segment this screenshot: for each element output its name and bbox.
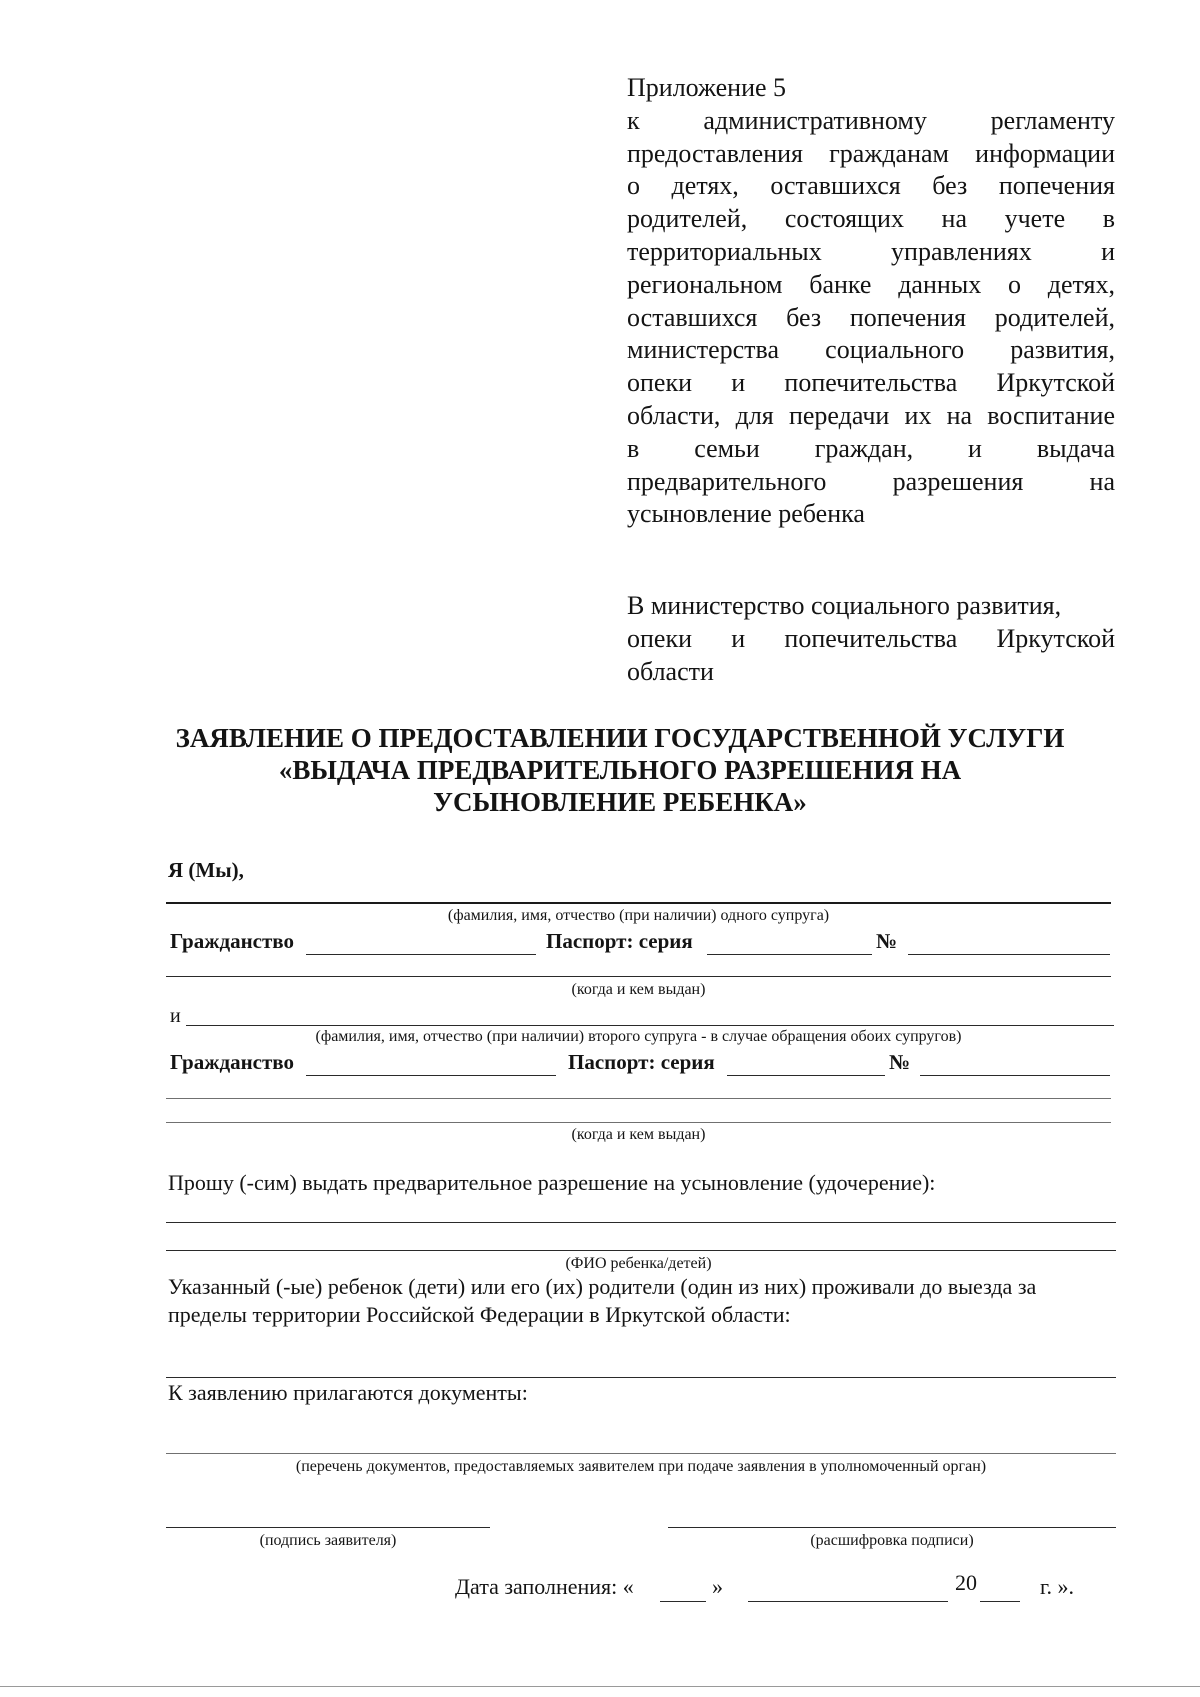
date-year-field[interactable] [980, 1601, 1020, 1602]
and-label: и [170, 1005, 181, 1027]
appendix-line: предварительного разрешения на [627, 466, 1115, 496]
appendix-title: Приложение 5 [627, 73, 787, 102]
request-text: Прошу (-сим) выдать предварительное разрешение на усыновление (удочерение): [168, 1170, 936, 1195]
spouse2-issued-field[interactable] [166, 1098, 1111, 1099]
year-suffix: г. ». [1040, 1574, 1075, 1599]
signature-decode-field[interactable] [668, 1527, 1116, 1528]
appendix-line: предоставления гражданам информации [627, 138, 1115, 168]
appendix-line: министерства социального развития, [627, 335, 1115, 365]
signature-caption: (подпись заявителя) [259, 1532, 397, 1549]
appendix-last-line: усыновление ребенка [627, 499, 865, 529]
appendix-line: о детях, оставшихся без попечения [627, 171, 1115, 201]
appendix-line: в семьи граждан, и выдача [627, 433, 1115, 463]
passport-label: Паспорт: серия [568, 1050, 715, 1074]
passport-series-field[interactable] [727, 1075, 885, 1076]
child-caption: (ФИО ребенка/детей) [565, 1255, 712, 1272]
issued-caption: (когда и кем выдан) [571, 1126, 706, 1143]
title-line: ЗАЯВЛЕНИЕ О ПРЕДОСТАВЛЕНИИ ГОСУДАРСТВЕННОЙ УСЛУГИ [175, 723, 1065, 753]
date-close-quote: » [712, 1574, 723, 1599]
citizenship-field[interactable] [306, 1075, 556, 1076]
document-title [120, 722, 1120, 818]
passport-number-field[interactable] [908, 954, 1110, 955]
appendix-line: родителей, состоящих на учете в [627, 204, 1115, 234]
appendix-line: оставшихся без попечения родителей, [627, 302, 1115, 332]
signature-field[interactable] [166, 1527, 490, 1528]
child-name-field-line2[interactable] [166, 1250, 1116, 1251]
recipient-line: В министерство социального развития, [627, 591, 1062, 620]
recipient-line: опеки и попечительства Иркутской [627, 623, 1115, 653]
appendix-block [627, 72, 1115, 531]
residence-field[interactable] [166, 1377, 1116, 1378]
citizenship-label: Гражданство [170, 929, 295, 953]
date-month-field[interactable] [748, 1601, 948, 1602]
appendix-line: региональном банке данных о детях, [627, 269, 1115, 299]
signature-decode-caption: (расшифровка подписи) [810, 1532, 974, 1549]
spouse2-caption: (фамилия, имя, отчество (при наличии) второго супруга - в случае обращения обоих супругов) [315, 1028, 962, 1045]
appendix-line: области, для передачи их на воспитание [627, 400, 1115, 430]
title-line: «ВЫДАЧА ПРЕДВАРИТЕЛЬНОГО РАЗРЕШЕНИЯ НА [278, 755, 962, 785]
spouse2-issued-field-line2[interactable] [166, 1122, 1111, 1123]
passport-label: Паспорт: серия [546, 929, 693, 953]
child-name-field[interactable] [166, 1222, 1116, 1223]
spouse1-name-field[interactable] [166, 902, 1111, 904]
scan-edge-line [0, 1686, 1200, 1687]
appendix-line: к административному регламенту [627, 105, 1115, 135]
spouse1-issued-field[interactable] [166, 976, 1111, 977]
appendix-line: опеки и попечительства Иркутской [627, 368, 1115, 398]
passport-number-field[interactable] [920, 1075, 1110, 1076]
title-line: УСЫНОВЛЕНИЕ РЕБЕНКА» [433, 787, 807, 817]
date-label: Дата заполнения: « [455, 1574, 634, 1599]
date-day-field[interactable] [660, 1601, 706, 1602]
citizenship-label: Гражданство [170, 1050, 295, 1074]
year-prefix: 20 [955, 1570, 977, 1595]
residence-text-line2: пределы территории Российской Федерации в Иркутской области: [168, 1302, 791, 1327]
recipient-line: области [627, 656, 714, 686]
residence-text-line1: Указанный (-ые) ребенок (дети) или его (их) родители (один из них) проживали до выезда за [168, 1274, 1037, 1299]
recipient-block [627, 590, 1115, 688]
applicant-intro: Я (Мы), [168, 858, 244, 882]
documents-field[interactable] [166, 1453, 1116, 1454]
issued-caption: (когда и кем выдан) [571, 981, 706, 998]
spouse1-caption: (фамилия, имя, отчество (при наличии) одного супруга) [447, 907, 830, 924]
number-label: № [889, 1050, 911, 1074]
documents-label: К заявлению прилагаются документы: [168, 1380, 528, 1405]
citizenship-field[interactable] [306, 954, 536, 955]
appendix-line: территориальных управлениях и [627, 236, 1115, 266]
number-label: № [876, 929, 898, 953]
passport-series-field[interactable] [707, 954, 872, 955]
documents-caption: (перечень документов, предоставляемых заявителем при подаче заявления в уполномоченный орган) [295, 1458, 987, 1475]
spouse2-name-field[interactable] [186, 1025, 1114, 1026]
